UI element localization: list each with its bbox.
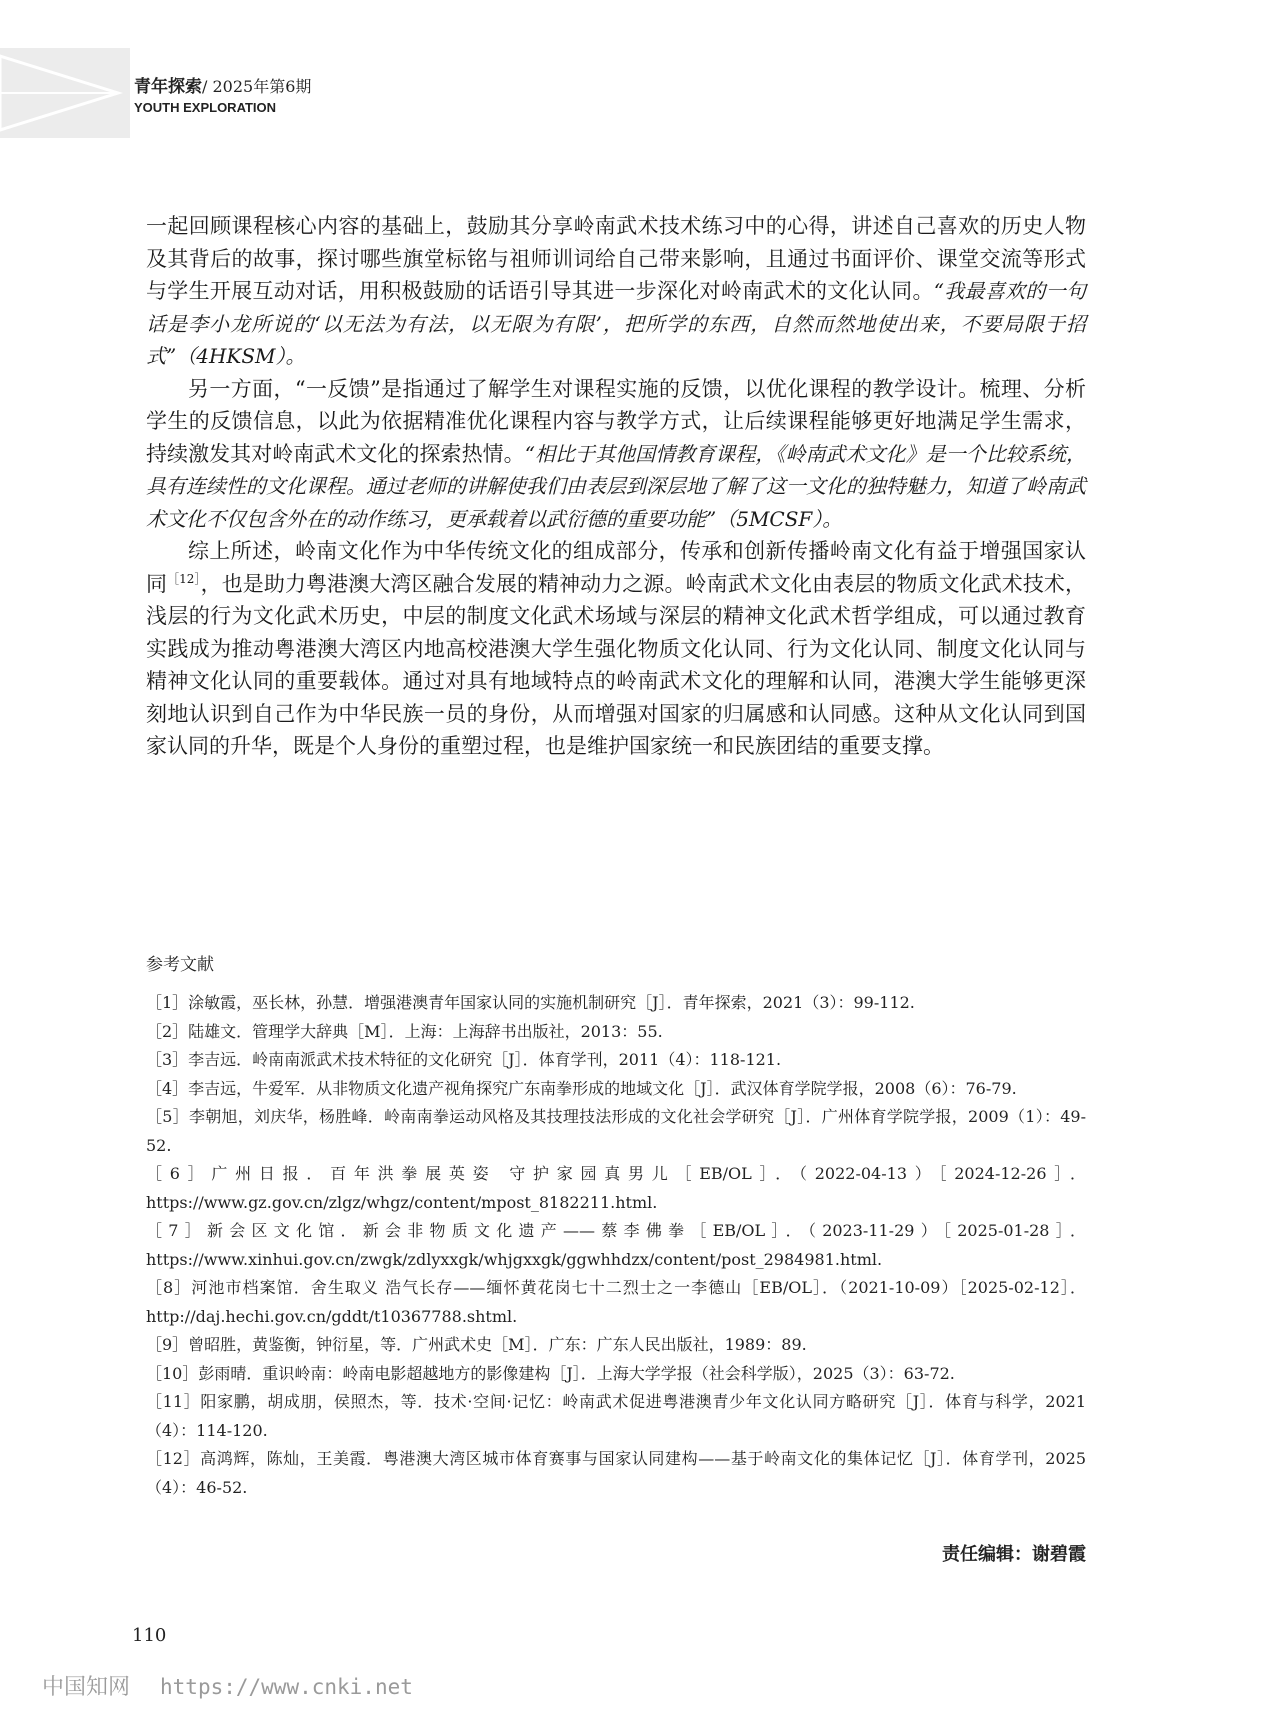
reference-item: ［7］新会区文化馆．新会非物质文化遗产——蔡李佛拳［EB/OL］．（2023-11-29）［2025-01-28］．https://www.xinhui.gov.cn/zwgk/zdlyxxgk/whjgxxgk/ggwhhdzx/content/post_2984981.html.: [146, 1221, 1086, 1269]
reference-item: ［1］涂敏霞，巫长林，孙慧．增强港澳青年国家认同的实施机制研究［J］．青年探索，2021（3）：99-112.: [146, 993, 915, 1012]
reference-item: ［5］李朝旭，刘庆华，杨胜峰．岭南南拳运动风格及其技理技法形成的文化社会学研究［J］．广州体育学院学报，2009（1）：49-52.: [146, 1107, 1086, 1155]
journal-name: 青年探索: [134, 77, 202, 97]
paragraph-1-text: 一起回顾课程核心内容的基础上，鼓励其分享岭南武术技术练习中的心得，讲述自己喜欢的历史人物及其背后的故事，探讨哪些旗堂标铭与祖师训词给自己带来影响，且通过书面评价、课堂交流等形式与学生开展互动对话，用积极鼓励的话语引导其进一步深化对岭南武术的文化认同。: [146, 214, 1086, 303]
cnki-watermark: [42, 1670, 413, 1701]
references-section: [146, 950, 1086, 1502]
reference-item: ［11］阳家鹏，胡成朋，侯照杰，等．技术·空间·记忆：岭南武术促进粤港澳青少年文化认同方略研究［J］．体育与科学，2021（4）：114-120.: [146, 1392, 1086, 1440]
journal-english-name: YOUTH EXPLORATION: [134, 100, 277, 115]
reference-item: ［9］曾昭胜，黄鉴衡，钟衍星，等．广州武术史［M］．广东：广东人民出版社，1989：89.: [146, 1335, 807, 1354]
article-body: [146, 210, 1086, 763]
references-heading: 参考文献: [146, 955, 214, 974]
paragraph-3: [146, 535, 1086, 763]
paragraph-1: [146, 210, 1086, 373]
paragraph-1-quote: “我最喜欢的一句话是李小龙所说的‘以无法为有法，以无限为有限’，把所学的东西，自然而然地使出来，不要局限于招式”（4HKSM）。: [146, 279, 1086, 368]
reference-item: ［10］彭雨晴．重识岭南：岭南电影超越地方的影像建构［J］．上海大学学报（社会科学版），2025（3）：63-72.: [146, 1363, 955, 1383]
citation-superscript: ［12］: [167, 571, 201, 586]
reference-item: ［4］李吉远，牛爱军．从非物质文化遗产视角探究广东南拳形成的地域文化［J］．武汉体育学院学报，2008（6）：76-79.: [146, 1078, 1017, 1098]
watermark-site-name: 中国知网: [42, 1675, 131, 1700]
page-number: 110: [132, 1625, 167, 1646]
paragraph-3-text-a: 综上所述，岭南文化作为中华传统文化的组成部分，传承和创新传播岭南文化有益于增强国家认同: [146, 539, 1086, 596]
header-chevron-decoration: [0, 48, 130, 138]
reference-item: ［8］河池市档案馆．舍生取义 浩气长存——缅怀黄花岗七十二烈士之一李德山［EB/OL］．（2021-10-09）［2025-02-12］．http://daj.hechi.gov.cn/gddt/t10367788.shtml.: [146, 1278, 1086, 1326]
paragraph-2: [146, 373, 1086, 536]
paragraph-3-text-b: ，也是助力粤港澳大湾区融合发展的精神动力之源。岭南武术文化由表层的物质文化武术技术，浅层的行为文化武术历史，中层的制度文化武术场域与深层的精神文化武术哲学组成，可以通过教育实践成为推动粤港澳大湾区内地高校港澳大学生强化物质文化认同、行为文化认同、制度文化认同与精神文化认同的重要载体。通过对具有地域特点的岭南武术文化的理解和认同，港澳大学生能够更深刻地认识到自己作为中华民族一员的身份，从而增强对国家的归属感和认同感。这种从文化认同到国家认同的升华，既是个人身份的重塑过程，也是维护国家统一和民族团结的重要支撑。: [146, 571, 1087, 758]
reference-item: ［3］李吉远．岭南南派武术技术特征的文化研究［J］．体育学刊，2011（4）：118-121.: [146, 1050, 782, 1069]
responsible-editor: 责任编辑：谢碧霞: [942, 1544, 1086, 1564]
reference-item: ［2］陆雄文．管理学大辞典［M］．上海：上海辞书出版社，2013：55.: [146, 1021, 663, 1041]
journal-issue: / 2025年第6期: [202, 77, 312, 96]
journal-header: [134, 72, 311, 97]
watermark-url: https://www.cnki.net: [160, 1675, 413, 1699]
reference-item: ［6］广州日报．百年洪拳展英姿 守护家园真男儿［EB/OL］．（2022-04-13）［2024-12-26］．https://www.gz.gov.cn/zlgz/whgz/content/mpost_8182211.html.: [146, 1164, 1086, 1212]
paragraph-2-quote: “相比于其他国情教育课程，《岭南武术文化》是一个比较系统，具有连续性的文化课程。通过老师的讲解使我们由表层到深层地了解了这一文化的独特魅力，知道了岭南武术文化不仅包含外在的动作练习，更承载着以武衍德的重要功能”（5MCSF）。: [146, 441, 1087, 531]
reference-item: ［12］高鸿辉，陈灿，王美霞．粤港澳大湾区城市体育赛事与国家认同建构——基于岭南文化的集体记忆［J］．体育学刊，2025（4）：46-52.: [146, 1449, 1086, 1497]
paragraph-2-text: 另一方面，“一反馈”是指通过了解学生对课程实施的反馈，以优化课程的教学设计。梳理、分析学生的反馈信息，以此为依据精准优化课程内容与教学方式，让后续课程能够更好地满足学生需求，持续激发其对岭南武术文化的探索热情。: [146, 376, 1086, 466]
